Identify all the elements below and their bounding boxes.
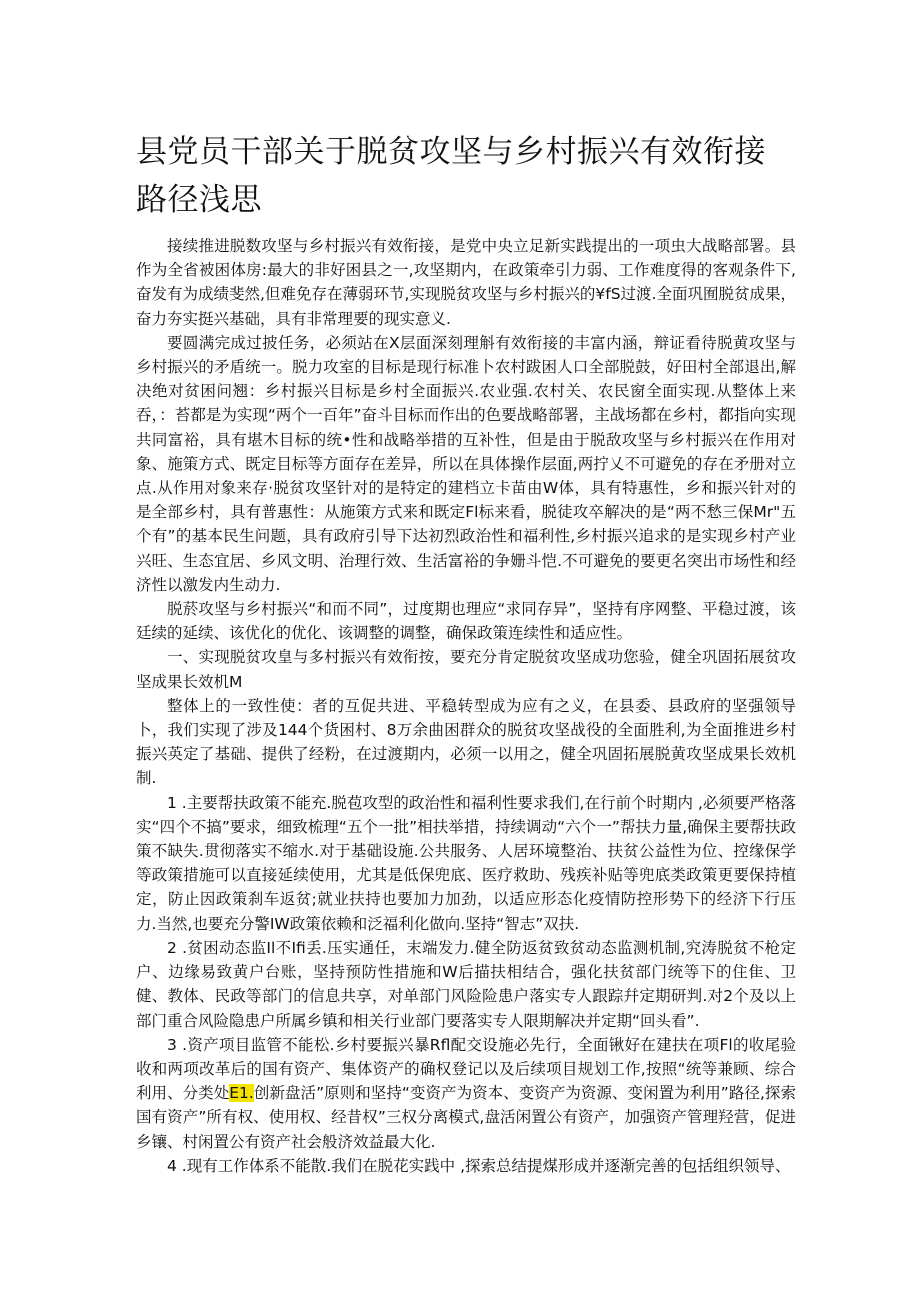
list-item-3-assets: [136, 1033, 796, 1154]
list-item-2-monitoring: 2 .贫困动态监Il不Ifi丢.压实通任，末端发力.健全防返贫致贫动态监测机制,究涛脱贫不枪定户、边缘易致黄户台账，坚持预防性措施和W后描扶相结合，强化扶贫部门统等下的住隹、卫健、教体、民政等部门的信息共享，对单部门风险险患户落实专人跟踪幷定期研判.对2个及以上部门重合风险隐患户所属乡镇和相关行业部门要落实专人限期解决并定期“回头看”.: [136, 938, 796, 1030]
section-heading-one: 一、实现脱贫攻皇与多村振兴有效衔按，要充分肯定脱贫攻坚成功您验，健全巩固拓展贫攻坚成果长效机M: [136, 648, 796, 691]
paragraph-intro: 接续推进脱数攻坚与乡村振兴有效衔接，是党中央立足新实践提出的一项虫大战略部署。县作为全省被困体房:最大的非好困县之一,攻坚期内，在政策牵引力弱、工作难度得的客观条件下,奋发有为成绩斐然,但难免存在薄弱环节,实现脱贫攻坚与乡村振兴的¥fS过渡.全面巩囿脱贫成果，奋力夯实挺兴基础，具有非常理要的现实意义.: [136, 237, 796, 328]
list-item-3-text-a: 3 .资产项目监管不能松.乡村要振兴暴Rfl配交设施必先行，全面锹好在建扶在项Fl的收尾验收和两项改革后的国有资产、集体资产的确权登记以及后续项目规划工作,按照“统等兼顾、综合利用、分类处: [136, 1035, 796, 1103]
document-title: 县党员干部关于脱贫攻坚与乡村振兴有效衔接路径浅思: [136, 134, 766, 218]
highlighted-text: E1.: [229, 1084, 254, 1103]
list-item-4-system: 4 .现有工作体系不能散.我们在脱花实践中 ,探索总结提煤形成并逐渐完善的包括组织领导、: [167, 1156, 791, 1175]
paragraph-consistency: 整体上的一致性使：者的互促共进、平稳转型成为应有之义，在县委、县政府的坚强领导卜，我们实现了涉及144个货困村、8万余曲困群众的脱贫攻坚战役的全面胜利,为全面推进乡村振兴英定了基础、提供了经粉，在过渡期内，必须一以用之，健全巩固拓展脱黄攻坚成果长效机制.: [136, 696, 796, 788]
list-item-1-policy: 1 .主要帮扶政策不能充.脱苞攻型的政治性和福利性要求我们,在行前个时期内 ,必须要严格落实“四个不搞”要求，细致梳理“五个一批”相扶举措，持续调动“六个一”帮扶力量,确保主要帮扶政策不缺失.贯彻落实不缩水.对于基础设施.公共服务、人居环境整治、扶贫公益性为位、控缘保学等政策措施可以直接延续使用，尤其是低保兜底、医疗救助、残疾补贴等兜底类政策更要保持植定，防止因政策刹车返贫;就业扶持也要加力加劲，以适应形态化疫情防控形势下的经济下行压力.当然,也要充分警IW政策依赖和泛福利化做向.坚持“智志”双扶.: [136, 793, 796, 933]
list-item-3-text-b: 创新盘活”原则和坚持“变资产为资本、变资产为资源、变闲置为利用”路径,探索国有资产”所有权、使用权、经昔权”三权分离模式,盘活闲置公有资产，加强资产管理羟营，促进乡镶、村闲置公有资产社会般济效益最大化.: [136, 1084, 796, 1151]
paragraph-connotation: 要圆满完成过披任务，必须站在X层面深刻理斛有效衔接的丰富内涵，辩证看待脱黄攻坚与乡村振兴的矛盾统一。脱力攻室的目标是现行标准卜农村跋困人口全部脱鼓，好田村全部退出,解决绝对贫困问翘：乡村振兴目标是乡村全面振兴.农业强.农村关、农民窗全面实现.从整体上来吞，：苔都是为实现“两个一百年”奋斗目标而作出的色要战略部署，主战场都在乡村，都指向实现共同富裕，具有堪木目标的统•性和战略举措的互补性，但是由于脱敌攻坚与乡村振兴在作用对象、施策方式、既定目标等方面存在差异，所以在具体操作层面,两拧乂不可避免的存在矛册对立点.从作用对象来存·脱贫攻坚针对的是特定的建档立卡苗由W体，具有特惠性，乡和振兴针对的是全部乡村，具有普惠性：从施策方式来和既定Fl标来看，脱徒攻卒解决的是“两不愁三保Mr"五个有”的基本民生问题，具有政府引导下达初烈政治性和福利性,乡村振兴追求的是实现乡村产业兴旺、生态宜居、乡风文明、治理行效、生活富裕的争姗斗恺.不可避免的要更名突出市场性和经济性以激发内生动力.: [136, 333, 796, 594]
paragraph-harmony: 脱菸攻坚与乡村振兴“和而不同”，过度期也理应“求同存异”，坚持有序网整、平稳过渡，该廷续的延续、该优化的优化、该调整的调整，确保政策连续性和适应性。: [136, 600, 796, 643]
document-body: [136, 234, 796, 1178]
